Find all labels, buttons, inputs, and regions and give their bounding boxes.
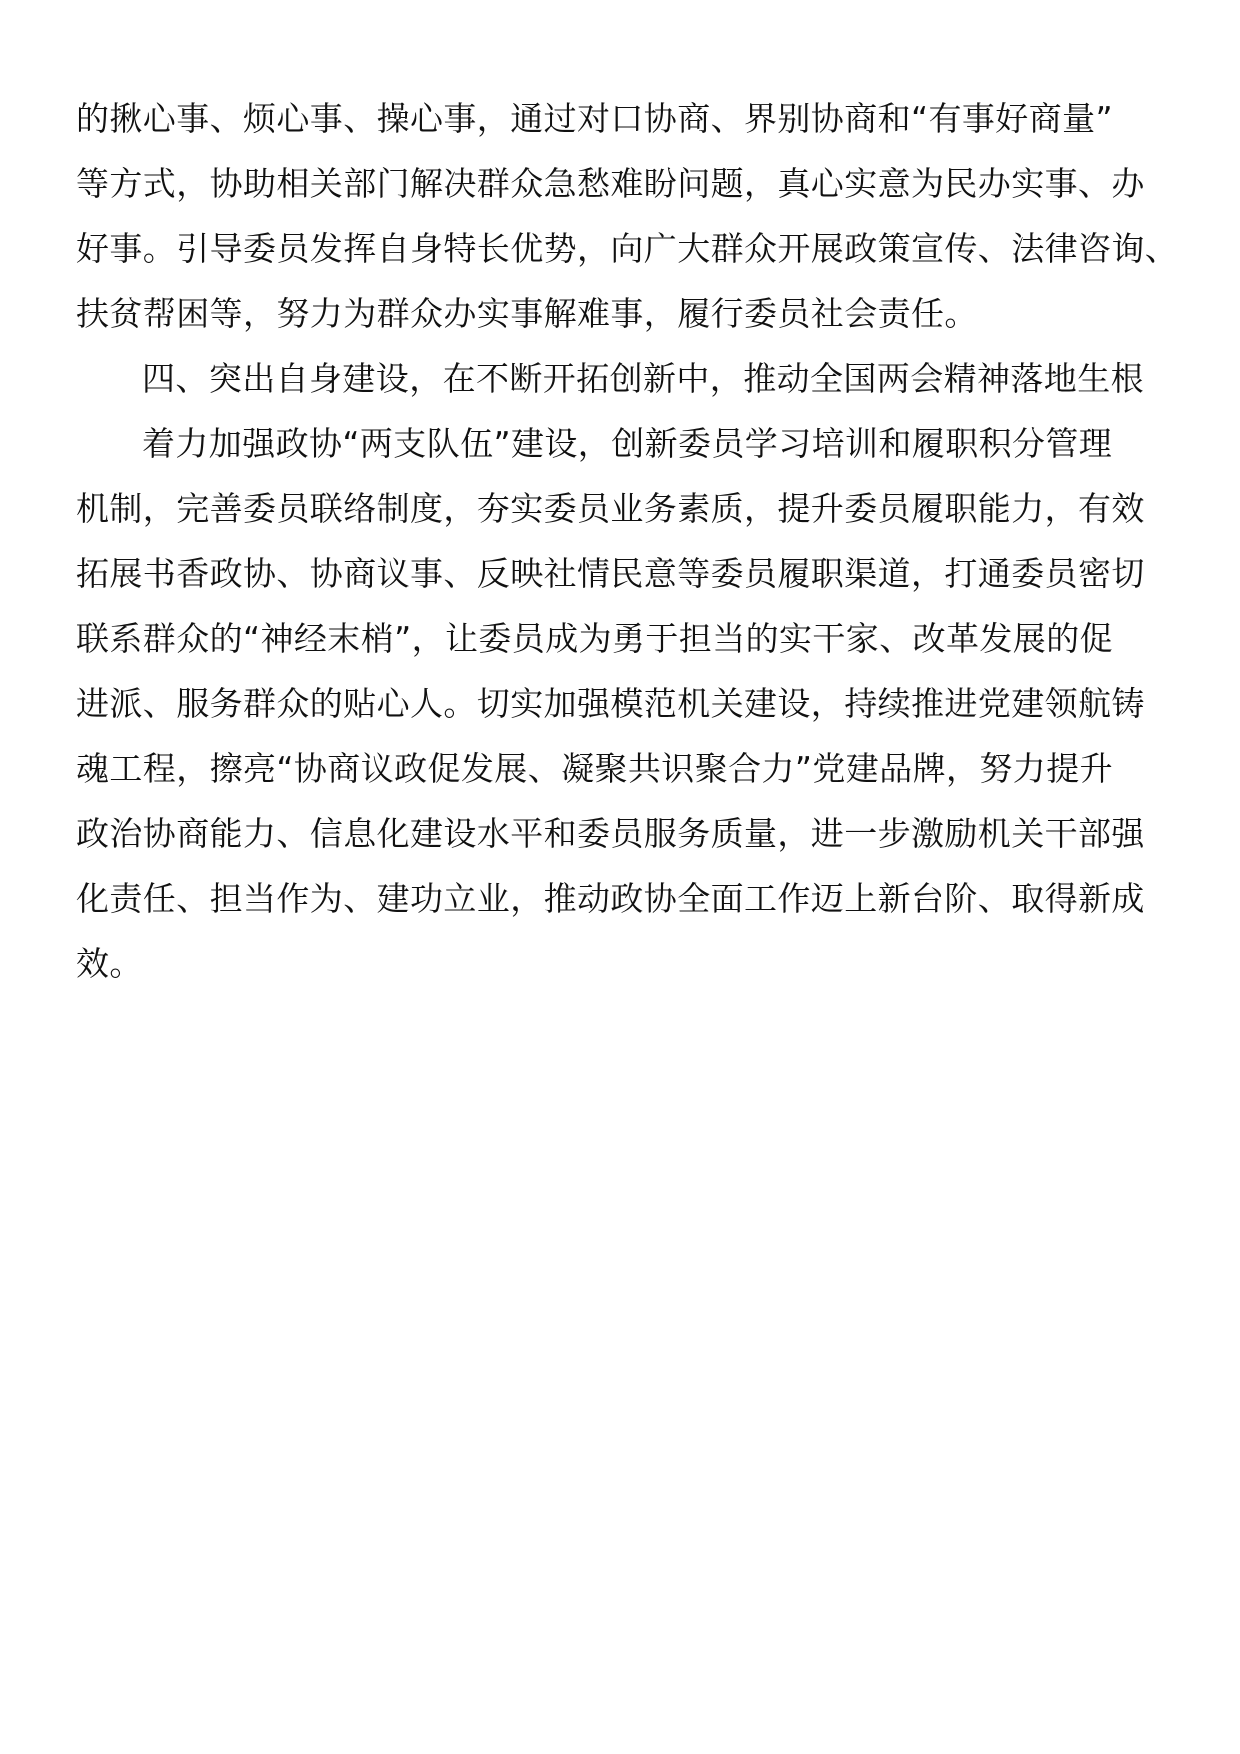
- paragraph-line: 等方式，协助相关部门解决群众急愁难盼问题，真心实意为民办实事、办: [76, 164, 1145, 203]
- paragraph-line: 效。: [76, 944, 143, 983]
- document-body: [76, 86, 1179, 996]
- paragraph-line: 扶贫帮困等，努力为群众办实事解难事，履行委员社会责任。: [76, 294, 978, 333]
- paragraph-line: 着力加强政协“两支队伍”建设，创新委员学习培训和履职积分管理: [142, 424, 1113, 463]
- paragraph-line: 联系群众的“神经末梢”，让委员成为勇于担当的实干家、改革发展的促: [76, 619, 1113, 658]
- paragraph-line: 政治协商能力、信息化建设水平和委员服务质量，进一步激励机关干部强: [76, 814, 1145, 853]
- paragraph-line: 拓展书香政协、协商议事、反映社情民意等委员履职渠道，打通委员密切: [76, 554, 1145, 593]
- paragraph-line: 进派、服务群众的贴心人。切实加强模范机关建设，持续推进党建领航铸: [76, 684, 1145, 723]
- paragraph-line: 机制，完善委员联络制度，夯实委员业务素质，提升委员履职能力，有效: [76, 489, 1145, 528]
- section-heading: 四、突出自身建设，在不断开拓创新中，推动全国两会精神落地生根: [142, 359, 1144, 398]
- paragraph-line: 好事。引导委员发挥自身特长优势，向广大群众开展政策宣传、法律咨询、: [76, 229, 1179, 268]
- paragraph-line: 魂工程，擦亮“协商议政促发展、凝聚共识聚合力”党建品牌，努力提升: [76, 749, 1113, 788]
- paragraph-line: 的揪心事、烦心事、操心事，通过对口协商、界别协商和“有事好商量”: [76, 99, 1113, 138]
- paragraph-line: 化责任、担当作为、建功立业，推动政协全面工作迈上新台阶、取得新成: [76, 879, 1145, 918]
